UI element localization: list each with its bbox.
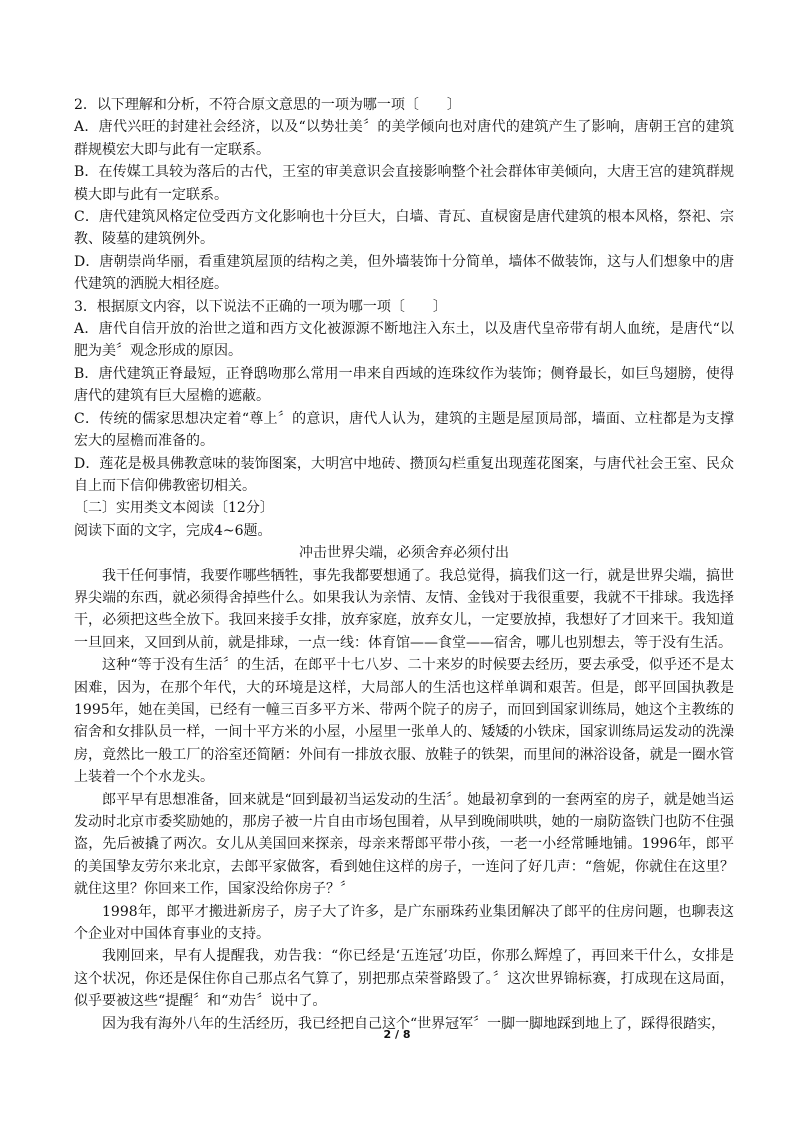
question-3-option-a: A．唐代自信开放的治世之道和西方文化被源源不断地注入东土，以及唐代皇帝带有胡人血统，是唐代“以肥为美〞观念形成的原因。	[74, 321, 734, 360]
article-paragraph: 我干任何事情，我要作哪些牺牲，事先我都要想通了。我总觉得，搞我们这一行，就是世界尖端，搞世界尖端的东西，就必须得舍掉些什么。如果我认为亲情、友情、金钱对于我很重要，我就不干排球。我选择干，必须把这些全放下。我回来接手女排，放弃家庭，放弃女儿，一定要放掉，我想好了才回来干。我知道一旦回来，又回到从前，就是排球，一点一线：体育馆——食堂——宿舍，哪儿也别想去，等于没有生活。	[74, 567, 734, 651]
question-3-option-b: B．唐代建筑正脊最短，正脊鸱吻那么常用一串来自西域的连珠纹作为装饰；侧脊最长，如巨鸟翅膀，使得唐代的建筑有巨大屋檐的遮蔽。	[74, 365, 734, 405]
question-3-stem: 3．根据原文内容，以下说法不正确的一项为哪一项〔 〕	[74, 298, 447, 315]
question-2-option-c: C．唐代建筑风格定位受西方文化影响也十分巨大，白墙、青瓦、直棂窗是唐代建筑的根本风格，祭祀、宗教、陵墓的建筑例外。	[74, 209, 734, 248]
question-2-option-b: B．在传媒工具较为落后的古代，王室的审美意识会直接影响整个社会群体审美倾向，大唐王宫的建筑群规模大即与此有一定联系。	[74, 164, 734, 203]
page-content	[74, 94, 734, 1035]
question-2-stem: 2．以下理解和分析，不符合原文意思的一项为哪一项〔 〕	[74, 97, 461, 113]
question-2-option-a: A．唐代兴旺的封建社会经济，以及“以势壮美〞的美学倾向也对唐代的建筑产生了影响，唐朝王宫的建筑群规模宏大即与此有一定联系。	[74, 119, 734, 158]
section-heading: 〔二〕实用类文本阅读〔12分〕	[74, 500, 274, 517]
article-paragraph: 1998年，郎平才搬进新房子，房子大了许多，是广东丽珠药业集团解决了郎平的住房问题，也聊表这个企业对中国体育事业的支持。	[74, 903, 734, 943]
question-3-option-c: C．传统的儒家思想决定着“尊上〞的意识，唐代人认为，建筑的主题是屋顶局部，墙面、立柱都是为支撑宏大的屋檐而准备的。	[74, 410, 734, 450]
article-paragraph: 因为我有海外八年的生活经历，我已经把自己这个“世界冠军〞一脚一脚地踩到地上了，踩得很踏实，	[102, 1015, 726, 1032]
article-title: 冲击世界尖端，必须舍弃必须付出	[299, 545, 509, 562]
page-number: 2 / 8	[383, 1028, 411, 1041]
article-paragraph: 郎平早有思想准备，回来就是“回到最初当运发动的生活〞。她最初拿到的一套两室的房子，就是她当运发动时北京市委奖励她的，那房子被一片自由市场包围着，从早到晚闹哄哄，她的一扇防盗铁门也防不住强盗，先后被撬了两次。女儿从美国回来探亲，母亲来帮郎平带小孩，一老一小经常睡地铺。1996年，郎平的美国挚友劳尔来北京，去郎平家做客，看到她住这样的房子，一连问了好几声：“詹妮，你就住在这里？就住这里？你回来工作，国家没给你房子？〞	[74, 791, 734, 898]
question-3-option-d: D．莲花是极具佛教意味的装饰图案，大明宫中地砖、攒顶勾栏重复出现莲花图案，与唐代社会王室、民众自上而下信仰佛教密切相关。	[74, 455, 734, 494]
article-paragraph: 这种“等于没有生活〞的生活，在郎平十七八岁、二十来岁的时候要去经历，要去承受，似乎还不是太困难，因为，在那个年代，大的环境是这样，大局部人的生活也这样单调和艰苦。但是，郎平回国执教是1995年，她在美国，已经有一幢三百多平方米、带两个院子的房子，而回到国家训练局，她这个主教练的宿舍和女排队员一样，一间十平方米的小屋，小屋里一张单人的、矮矮的小铁床，国家训练局运发动的洗澡房，竟然比一般工厂的浴室还简陋：外间有一排放衣服、放鞋子的铁架，而里间的淋浴设备，就是一圈水管上装着一个个水龙头。	[74, 657, 734, 786]
question-2-option-d: D．唐朝崇尚华丽，看重建筑屋顶的结构之美，但外墙装饰十分简单，墙体不做装饰，这与人们想象中的唐代建筑的洒脱大相径庭。	[74, 253, 734, 293]
article-paragraph: 我刚回来，早有人提醒我，劝告我：“你已经是‘五连冠’功臣，你那么辉煌了，再回来干什么，女排是这个状况，你还是保住你自己那点名气算了，别把那点荣誉路毁了。〞这次世界锦标赛，打成现在这局面，似乎要被这些“提醒〞和“劝告〞说中了。	[74, 948, 734, 1010]
section-instruction: 阅读下面的文字，完成4~6题。	[74, 522, 272, 539]
